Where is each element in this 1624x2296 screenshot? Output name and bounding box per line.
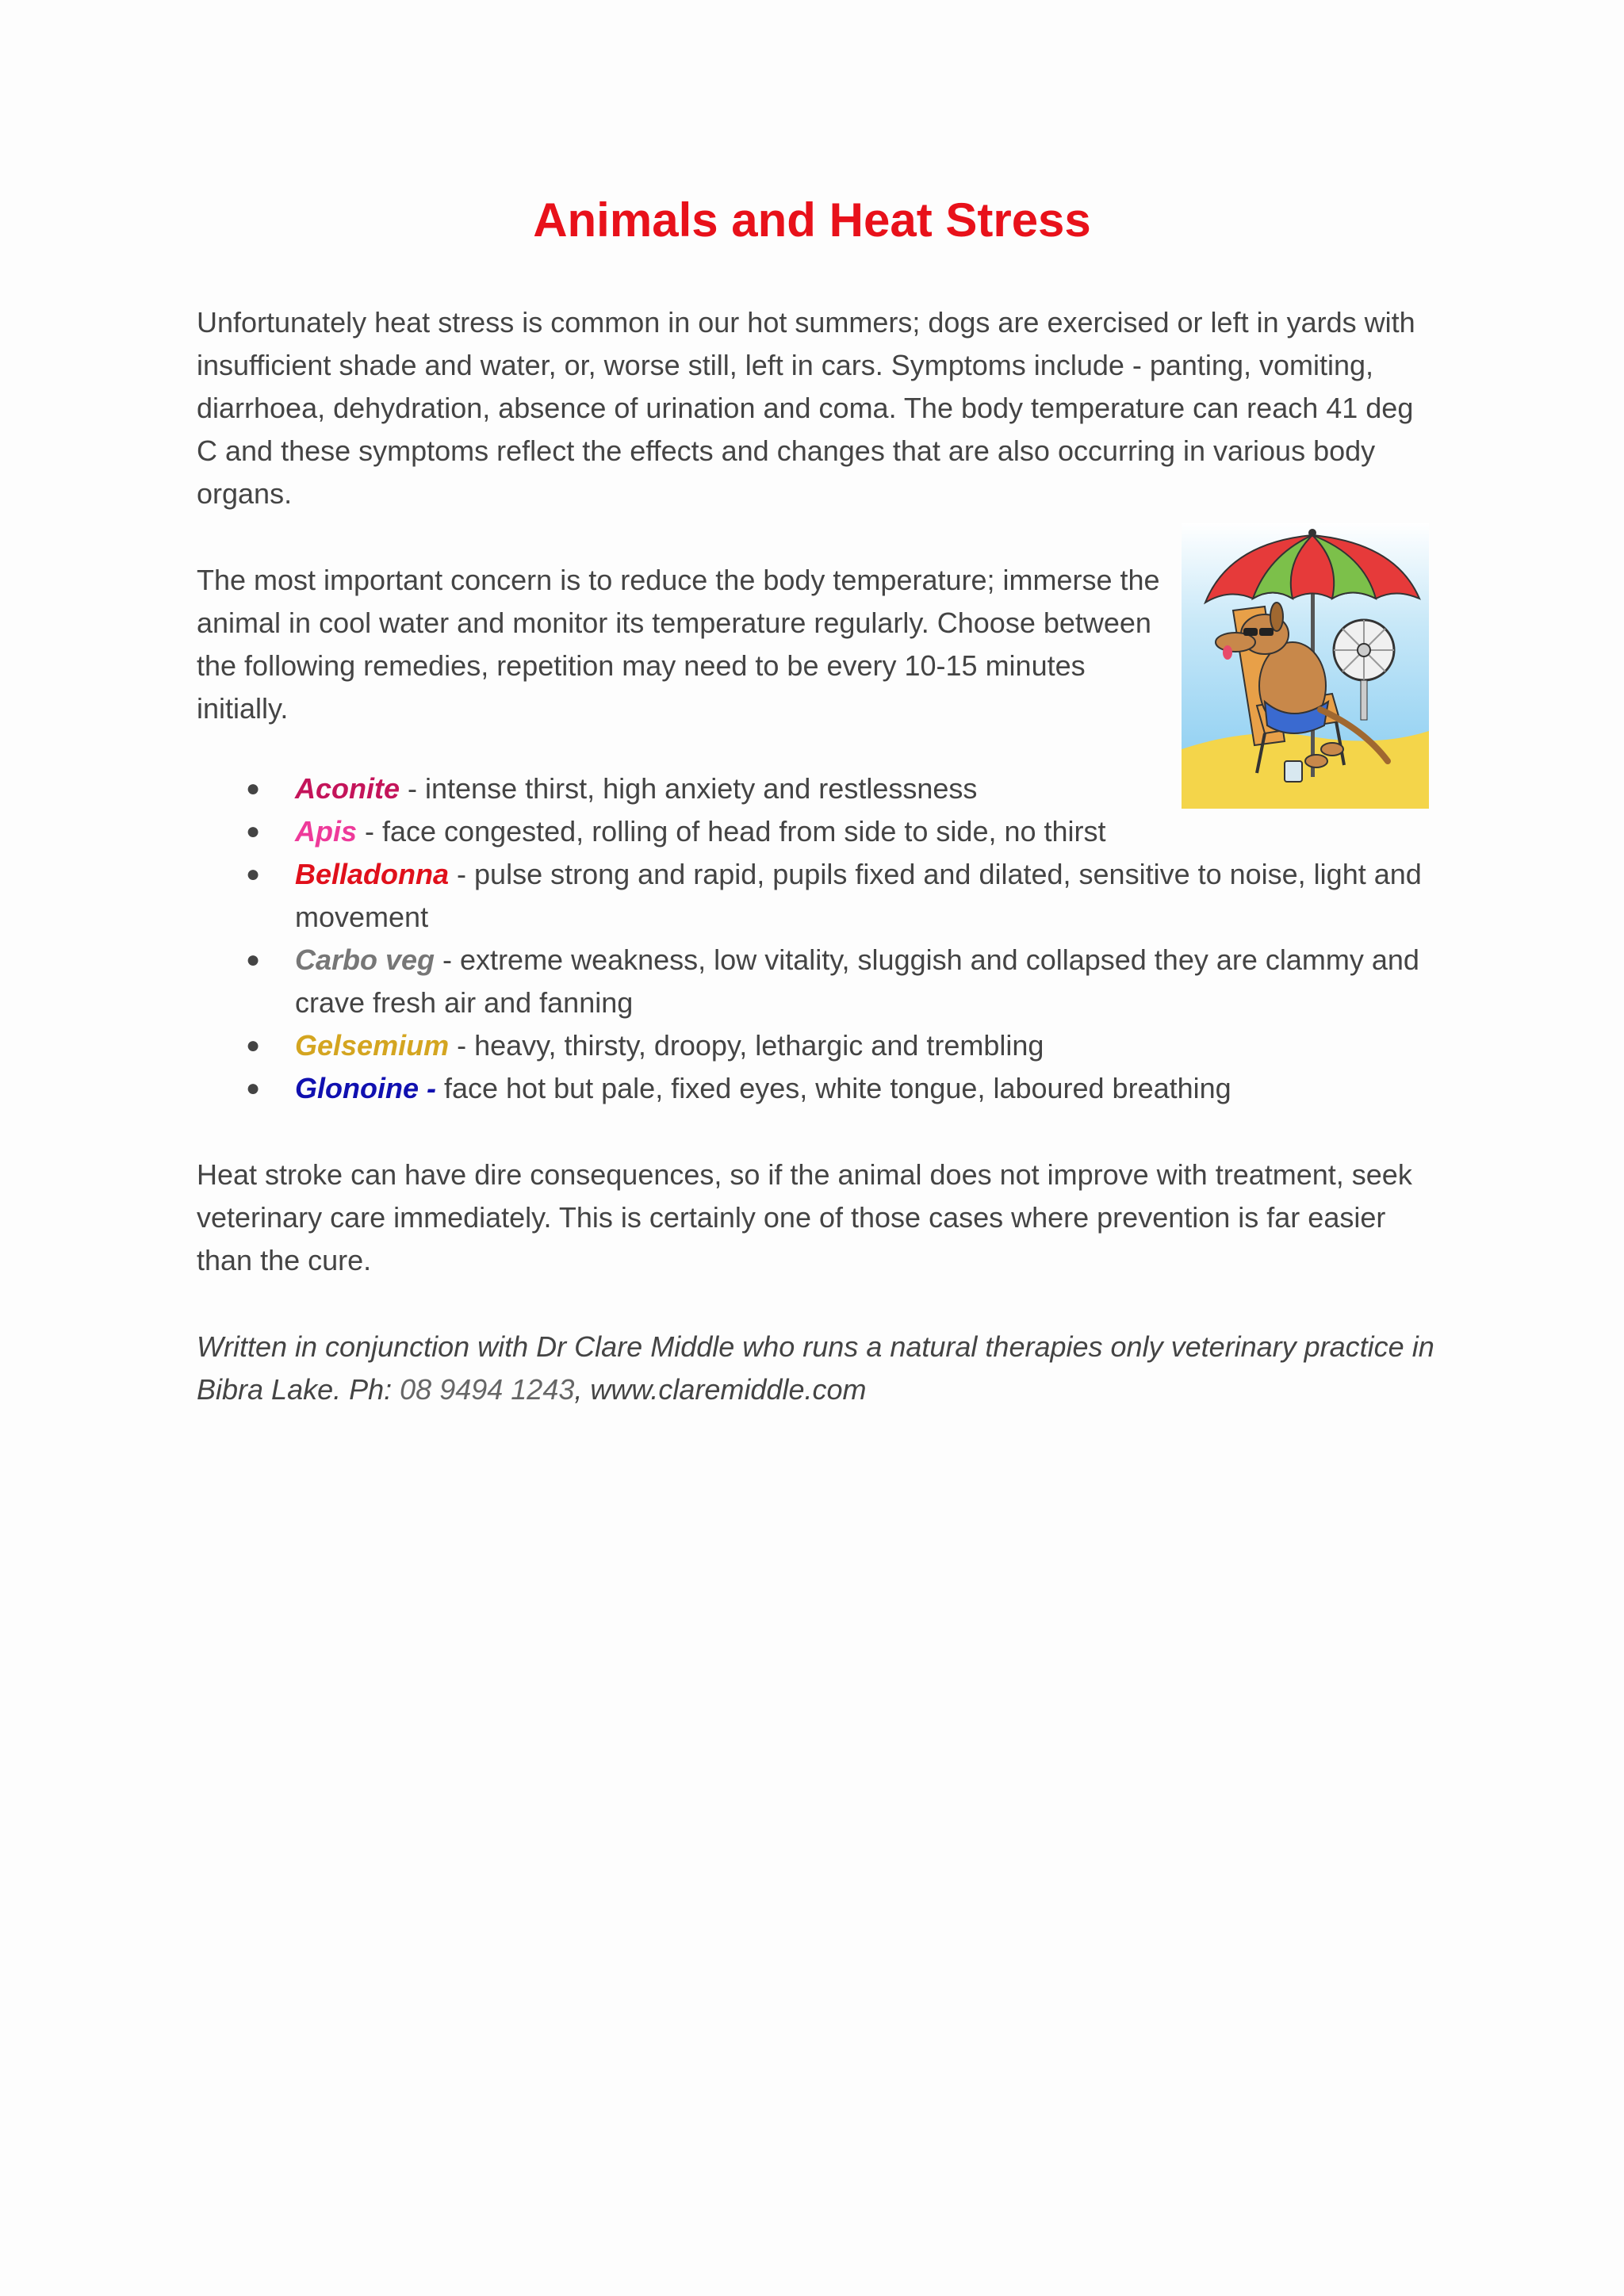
remedy-name: Aconite [295,772,400,805]
list-item [197,810,1442,853]
intro-paragraph: Unfortunately heat stress is common in our hot summers; dogs are exercised or left in yards with insufficient shade and water, or, worse still, left in cars. Symptoms include - panting, vomiting, diarrhoea, dehydration, absence of urination and coma. The body temperature can reach 41 deg C and these symptoms reflect the effects and changes that are also occurring in various body organs. [197,306,1415,510]
dog-under-beach-umbrella-with-fan-illustration [1182,523,1429,809]
page-title: Animals and Heat Stress [533,193,1091,247]
remedy-name: Glonoine - [295,1072,436,1104]
list-item [197,939,1442,1024]
list-item [197,853,1442,939]
remedy-description: - heavy, thirsty, droopy, lethargic and trembling [449,1029,1044,1062]
bullet-icon: ● [246,818,261,844]
bullet-icon: ● [246,1075,261,1101]
bullet-icon: ● [246,947,261,973]
bullet-icon: ● [246,1032,261,1058]
warning-paragraph: Heat stroke can have dire consequences, so if the animal does not improve with treatment, seek veterinary care immediately. This is certainly one of those cases where prevention is far easier than the cure. [197,1158,1412,1276]
phone-number: 08 9494 1243 [400,1373,575,1406]
bullet-icon: ● [246,775,261,802]
list-item [197,1067,1442,1110]
treatment-paragraph: The most important concern is to reduce the body temperature; immerse the animal in cool water and monitor its temperature regularly. Choose between the following remedies, repetition may need to be every 10-15 minutes initially. [197,564,1160,725]
bullet-icon: ● [246,861,261,887]
list-item [197,1024,1442,1067]
remedy-description: face hot but pale, fixed eyes, white tongue, laboured breathing [435,1072,1231,1104]
remedy-name: Belladonna [295,858,450,890]
credit-paragraph [197,1326,1442,1411]
remedy-description: - face congested, rolling of head from side to side, no thirst [357,815,1106,848]
remedy-name: Gelsemium [295,1029,450,1062]
remedy-name: Apis [295,815,358,848]
remedy-name: Carbo veg [295,943,435,976]
remedy-description: - intense thirst, high anxiety and restlessness [400,772,978,805]
list-item [197,767,1442,810]
credit-text: Written in conjunction with Dr Clare Middle who runs a natural therapies only veterinary practice in Bibra Lake. Ph: [197,1330,1434,1406]
website-link[interactable]: , www.claremiddle.com [574,1373,867,1406]
remedy-description: - extreme weakness, low vitality, sluggish and collapsed they are clammy and crave fresh air and fanning [295,943,1419,1019]
remedies-list [197,767,1442,1110]
remedy-description: - pulse strong and rapid, pupils fixed and dilated, sensitive to noise, light and movement [295,858,1422,933]
